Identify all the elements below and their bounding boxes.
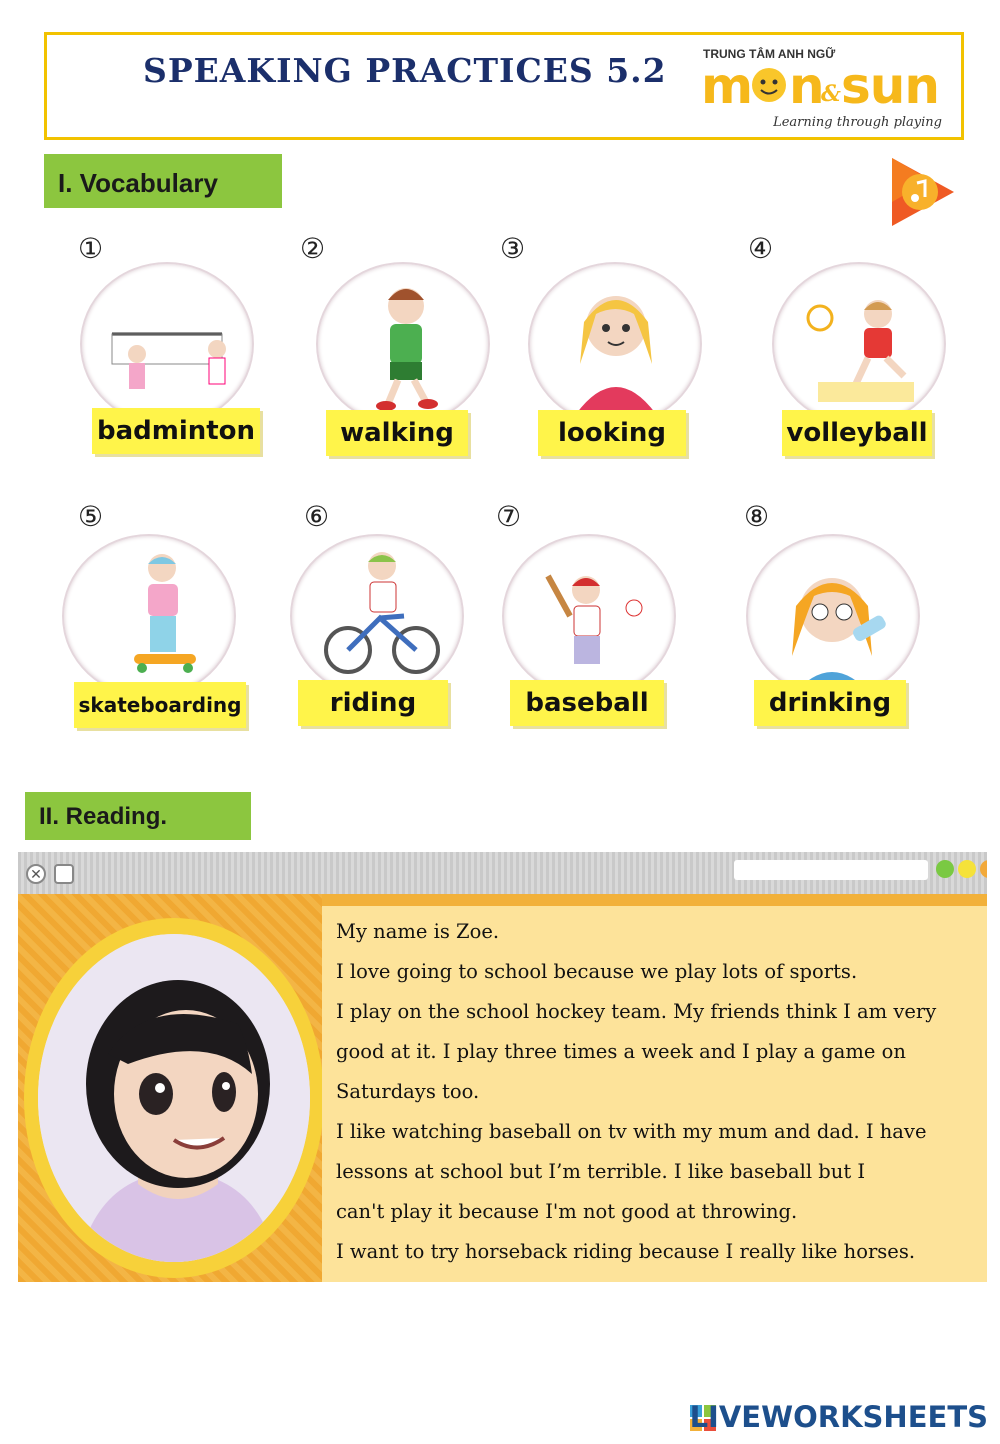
close-icon[interactable]: ✕ [26, 864, 46, 884]
logo-wordmark [701, 55, 951, 115]
baseball-icon [504, 536, 674, 696]
riding-icon [292, 536, 462, 696]
reading-text-panel [322, 906, 987, 1282]
vocab-picture-looking [528, 262, 702, 426]
walking-icon [318, 264, 488, 424]
vocab-number: ② [300, 232, 326, 265]
section-reading-label: II. Reading. [25, 792, 251, 840]
vocab-picture-volleyball [772, 262, 946, 426]
svg-text:&: & [821, 81, 840, 107]
header-box [44, 32, 964, 140]
volleyball-icon [774, 264, 944, 424]
vocab-picture-drinking [746, 534, 920, 698]
reading-line: I want to try horseback riding because I really like horses. [336, 1240, 916, 1263]
reading-line: I like watching baseball on tv with my mum and dad. I have [336, 1120, 927, 1143]
reading-line: good at it. I play three times a week and I play a game on [336, 1040, 906, 1063]
footer-brand: LIVEWORKSHEETS [689, 1400, 988, 1434]
reading-line: Saturdays too. [336, 1080, 480, 1103]
reading-line: lessons at school but I’m terrible. I like baseball but I [336, 1160, 866, 1183]
vocab-number: ⑤ [78, 500, 104, 533]
badminton-icon [82, 264, 252, 424]
vocab-word-looking: looking [538, 410, 686, 456]
reading-line: My name is Zoe. [336, 920, 500, 943]
vocab-word-skateboarding: skateboarding [74, 682, 246, 728]
svg-text:m: m [701, 57, 753, 115]
vocab-number: ③ [500, 232, 526, 265]
brand-logo [701, 43, 956, 135]
reading-line: can't play it because I'm not good at throwing. [336, 1200, 798, 1223]
vocab-number: ④ [748, 232, 774, 265]
skateboarding-icon [64, 536, 234, 696]
reading-line: I play on the school hockey team. My friends think I am very [336, 1000, 937, 1023]
logo-top-text: TRUNG TÂM ANH NGỮ [703, 47, 836, 61]
vocab-number: ① [78, 232, 104, 265]
vocab-word-badminton: badminton [92, 408, 260, 454]
svg-text:sun: sun [841, 57, 939, 115]
vocab-word-drinking: drinking [754, 680, 906, 726]
reading-browser-frame [18, 852, 987, 1282]
vocab-picture-baseball [502, 534, 676, 698]
vocab-word-riding: riding [298, 680, 448, 726]
vocab-number: ⑥ [304, 500, 330, 533]
green-dot-icon [936, 860, 954, 878]
vocab-picture-walking [316, 262, 490, 426]
vocab-word-volleyball: volleyball [782, 410, 932, 456]
vocab-number: ⑧ [744, 500, 770, 533]
logo-tagline: Learning through playing [773, 115, 942, 130]
yellow-dot-icon [958, 860, 976, 878]
page-title: SPEAKING PRACTICES 5.2 [143, 51, 667, 90]
window-icon[interactable] [54, 864, 74, 884]
section-vocabulary-label: I. Vocabulary [44, 154, 282, 208]
vocab-word-walking: walking [326, 410, 468, 456]
browser-toolbar [18, 852, 987, 894]
drinking-icon [748, 536, 918, 696]
svg-text:n: n [789, 57, 824, 115]
address-bar [734, 860, 928, 880]
vocab-picture-badminton [80, 262, 254, 426]
reading-line: I love going to school because we play lots of sports. [336, 960, 858, 983]
orange-dot-icon [980, 860, 987, 878]
zoe-portrait [38, 934, 310, 1262]
looking-icon [530, 264, 700, 424]
vocab-number: ⑦ [496, 500, 522, 533]
vocab-word-baseball: baseball [510, 680, 664, 726]
vocab-picture-skateboarding [62, 534, 236, 698]
vocab-picture-riding [290, 534, 464, 698]
music-play-icon[interactable] [890, 156, 956, 228]
girl-illustration-icon [38, 934, 310, 1262]
